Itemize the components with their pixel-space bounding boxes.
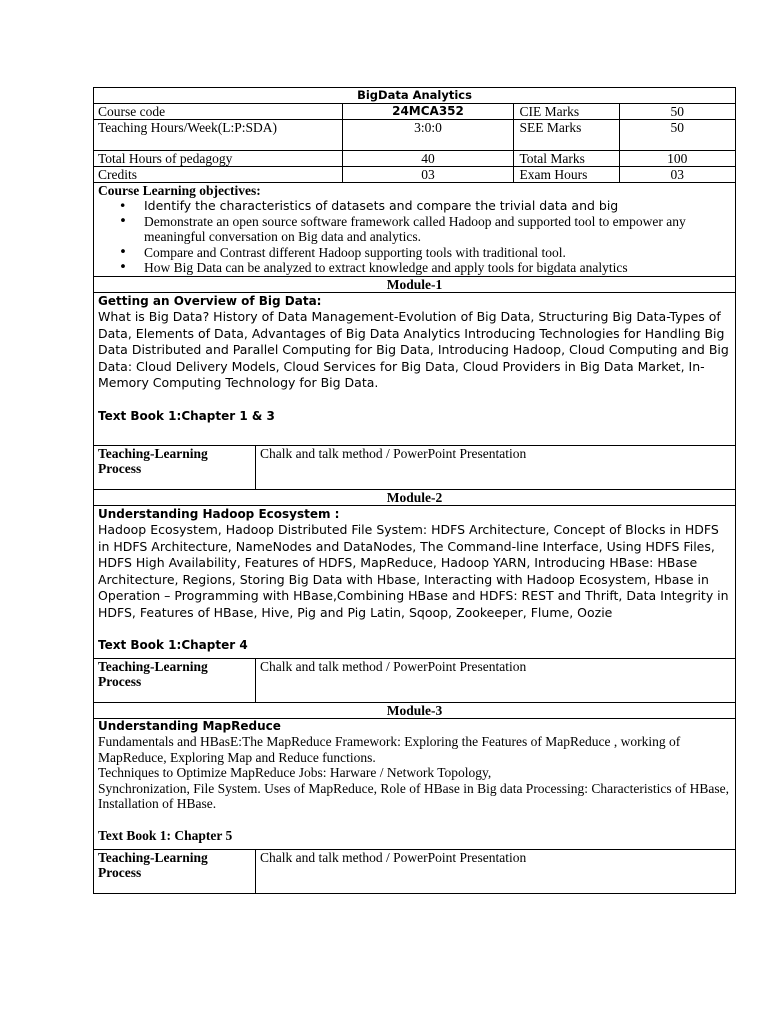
info-value: 50 [670, 120, 685, 135]
module-title: Module-2 [94, 489, 736, 505]
info-row [94, 151, 736, 167]
info-value: 03 [343, 167, 514, 183]
module-body: Hadoop Ecosystem, Hadoop Distributed File System: HDFS Architecture, Concept of Blocks in HDFS in HDFS Architecture, NameNodes and DataNodes, The Command-line Interface, Using HDFS Files, HDFS High Availability, Features of HDFS, MapReduce, Hadoop YARN, Introducing HBase: HBase Architecture, Regions, Storing Big Data with Hbase, Interacting with Hadoop Ecosystem, Hbase in Operation – Programming with HBase,Combining HBase and HDFS: REST and Thrift, Data Integrity in HDFS, Features of HBase, Hive, Pig and Pig Latin, Sqoop, Zookeeper, Flume, Oozie [98, 522, 729, 620]
syllabus-table [93, 87, 736, 894]
teaching-process-value: Chalk and talk method / PowerPoint Presentation [256, 445, 736, 489]
title-row [94, 88, 736, 104]
objective-item: • Demonstrate an open source software framework called Hadoop and supported tool to empower any meaningful conversation on Big data and analytics. [144, 214, 731, 245]
teaching-process-label: Teaching-Learning Process [94, 445, 256, 489]
info-value: 50 [670, 104, 685, 119]
course-title: BigData Analytics [94, 88, 736, 104]
objectives-row [94, 183, 736, 277]
module-title: Module-3 [94, 702, 736, 718]
teaching-process-row [94, 849, 736, 893]
module-header-row [94, 489, 736, 505]
info-label: Total Hours of pedagogy [94, 151, 343, 167]
objectives-list [98, 198, 731, 276]
info-label: Credits [94, 167, 343, 183]
info-label: CIE Marks [520, 104, 620, 119]
teaching-process-label: Teaching-Learning Process [94, 849, 256, 893]
module-content-row [94, 505, 736, 658]
module-header-row [94, 276, 736, 292]
teaching-process-label: Teaching-Learning Process [94, 658, 256, 702]
module-body-line: Techniques to Optimize MapReduce Jobs: Harware / Network Topology, [98, 765, 492, 780]
info-label: Teaching Hours/Week(L:P:SDA) [94, 120, 343, 151]
info-value: 03 [670, 167, 685, 182]
info-value: 3:0:0 [343, 120, 514, 151]
info-value: 40 [343, 151, 514, 167]
module-heading: Getting an Overview of Big Data: [98, 293, 322, 308]
module-content-row [94, 718, 736, 849]
info-row [94, 167, 736, 183]
info-label: Course code [94, 104, 343, 120]
objective-item: • How Big Data can be analyzed to extract knowledge and apply tools for bigdata analytics [144, 260, 731, 276]
module-header-row [94, 702, 736, 718]
module-body-line: Synchronization, File System. Uses of MapReduce, Role of HBase in Big data Processing: Characteristics of HBase, Installation of HBase. [98, 780, 730, 811]
info-label: Total Marks [520, 151, 620, 166]
textbook-reference: Text Book 1:Chapter 4 [98, 638, 248, 652]
module-heading: Understanding MapReduce [98, 718, 281, 733]
module-body-line: Fundamentals and HBasE:The MapReduce Framework: Exploring the Features of MapReduce , working of MapReduce, Exploring Map and Reduce functions. [98, 734, 681, 765]
objectives-heading: Course Learning objectives: [98, 183, 261, 198]
module-body: What is Big Data? History of Data Management-Evolution of Big Data, Structuring Big Data-Types of Data, Elements of Data, Advantages of Big Data Analytics Introducing Technologies for Handling Big Data Distributed and Parallel Computing for Big Data, Introducing Hadoop, Cloud Computing and Big Data: Cloud Delivery Models, Cloud Services for Big Data, Cloud Providers in Big Data Market, In-Memory Computing Technology for Big Data. [98, 309, 729, 390]
teaching-process-row [94, 445, 736, 489]
textbook-reference: Text Book 1:Chapter 1 & 3 [98, 408, 275, 423]
module-content [94, 505, 736, 658]
module-content [94, 718, 736, 849]
textbook-reference: Text Book 1: Chapter 5 [98, 827, 233, 843]
module-title: Module-1 [94, 276, 736, 292]
objective-item: • Compare and Contrast different Hadoop supporting tools with traditional tool. [144, 245, 731, 261]
module-content [94, 292, 736, 445]
course-code-value: 24MCA352 [343, 104, 514, 120]
teaching-process-value: Chalk and talk method / PowerPoint Presentation [256, 658, 736, 702]
info-label: Exam Hours [520, 167, 620, 182]
teaching-process-row [94, 658, 736, 702]
info-row [94, 120, 736, 151]
module-content-row [94, 292, 736, 445]
info-row [94, 104, 736, 120]
info-label: SEE Marks [520, 120, 620, 150]
module-heading: Understanding Hadoop Ecosystem : [98, 506, 340, 521]
objectives-cell [94, 183, 736, 277]
objective-item: • Identify the characteristics of datasets and compare the trivial data and big [144, 198, 731, 214]
teaching-process-value: Chalk and talk method / PowerPoint Presentation [256, 849, 736, 893]
info-value: 100 [667, 151, 688, 166]
